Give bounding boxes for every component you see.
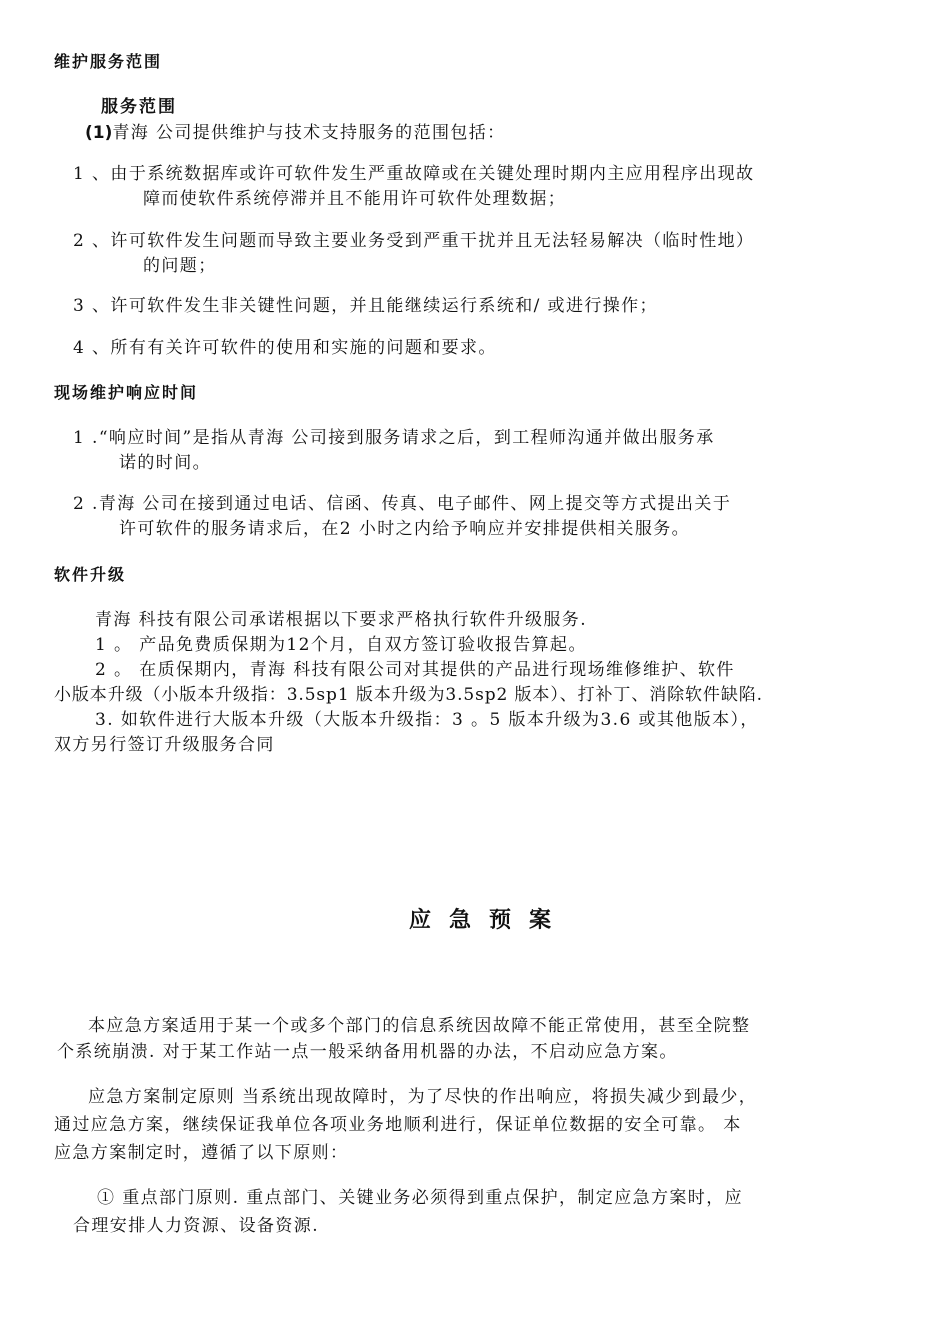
list-item (73, 163, 754, 185)
paragraph-line: 3. 如软件进行大版本升级（大版本升级指：3 。5 版本升级为3.6 或其他版本）， (95, 710, 759, 730)
list-item-number: 1 . (73, 428, 99, 448)
list-item-continuation: 的问题； (143, 256, 217, 276)
list-item-continuation: 障而使软件系统停滞并且不能用许可软件处理数据； (143, 189, 567, 209)
list-item-text: 许可软件发生问题而导致主要业务受到严重干扰并且无法轻易解决（临时性地） (110, 231, 755, 251)
list-item-text: 由于系统数据库或许可软件发生严重故障或在关键处理时期内主应用程序出现故 (110, 164, 755, 184)
paragraph-line: 应急方案制定原则 当系统出现故障时，为了尽快的作出响应，将损失减少到最少， (88, 1087, 758, 1107)
list-item-number: 2 . (73, 494, 99, 514)
intro-number: (1) (85, 123, 113, 143)
subheading-service-scope: 服务范围 (101, 97, 177, 117)
section-heading-software-upgrade: 软件升级 (54, 565, 127, 584)
list-item-continuation: 许可软件的服务请求后，在2 小时之内给予响应并安排提供相关服务。 (119, 519, 691, 539)
paragraph-line: 合理安排人力资源、设备资源. (73, 1216, 320, 1236)
list-item-number: 4 、 (73, 338, 111, 358)
paragraph-line: ① 重点部门原则. 重点部门、关键业务必须得到重点保护，制定应急方案时，应 (97, 1188, 744, 1208)
list-item-text: 青海 公司在接到通过电话、信函、传真、电子邮件、网上提交等方式提出关于 (98, 494, 732, 514)
intro-text: 青海 公司提供维护与技术支持服务的范围包括： (112, 123, 506, 143)
section-heading-maintenance-scope: 维护服务范围 (54, 52, 163, 71)
paragraph-line: 双方另行签订升级服务合同 (54, 735, 275, 755)
paragraph-line: 个系统崩溃. 对于某工作站一点一般采纳备用机器的办法，不启动应急方案。 (57, 1042, 678, 1062)
paragraph-line: 应急方案制定时，遵循了以下原则： (54, 1143, 349, 1163)
list-item (73, 295, 658, 317)
list-item-text: 所有有关许可软件的使用和实施的问题和要求。 (110, 338, 497, 358)
list-item-text: “响应时间”是指从青海 公司接到服务请求之后，到工程师沟通并做出服务承 (98, 428, 715, 448)
intro-line (85, 122, 506, 144)
list-item-number: 2 、 (73, 231, 111, 251)
section-heading-response-time: 现场维护响应时间 (54, 383, 199, 402)
paragraph-line: 青海 科技有限公司承诺根据以下要求严格执行软件升级服务. (95, 610, 588, 630)
paragraph-line: 小版本升级（小版本升级指：3.5sp1 版本升级为3.5sp2 版本）、打补丁、消除软件缺陷. (54, 685, 763, 705)
list-item (73, 230, 754, 252)
page-title: 应急预案 (409, 908, 570, 933)
list-item-number: 1 、 (73, 164, 111, 184)
list-item-text: 许可软件发生非关键性问题，并且能继续运行系统和/ 或进行操作； (110, 296, 658, 316)
list-item-number: 3 、 (73, 296, 111, 316)
paragraph-line: 通过应急方案，继续保证我单位各项业务地顺利进行，保证单位数据的安全可靠。 本 (54, 1115, 742, 1135)
list-item (73, 427, 715, 449)
list-item-continuation: 诺的时间。 (119, 453, 211, 473)
paragraph-line: 1 。 产品免费质保期为12个月，自双方签订验收报告算起。 (95, 635, 587, 655)
paragraph-line: 2 。 在质保期内，青海 科技有限公司对其提供的产品进行现场维修维护、软件 (95, 660, 735, 680)
list-item (73, 493, 731, 515)
paragraph-line: 本应急方案适用于某一个或多个部门的信息系统因故障不能正常使用，甚至全院整 (88, 1016, 751, 1036)
list-item (73, 337, 497, 359)
